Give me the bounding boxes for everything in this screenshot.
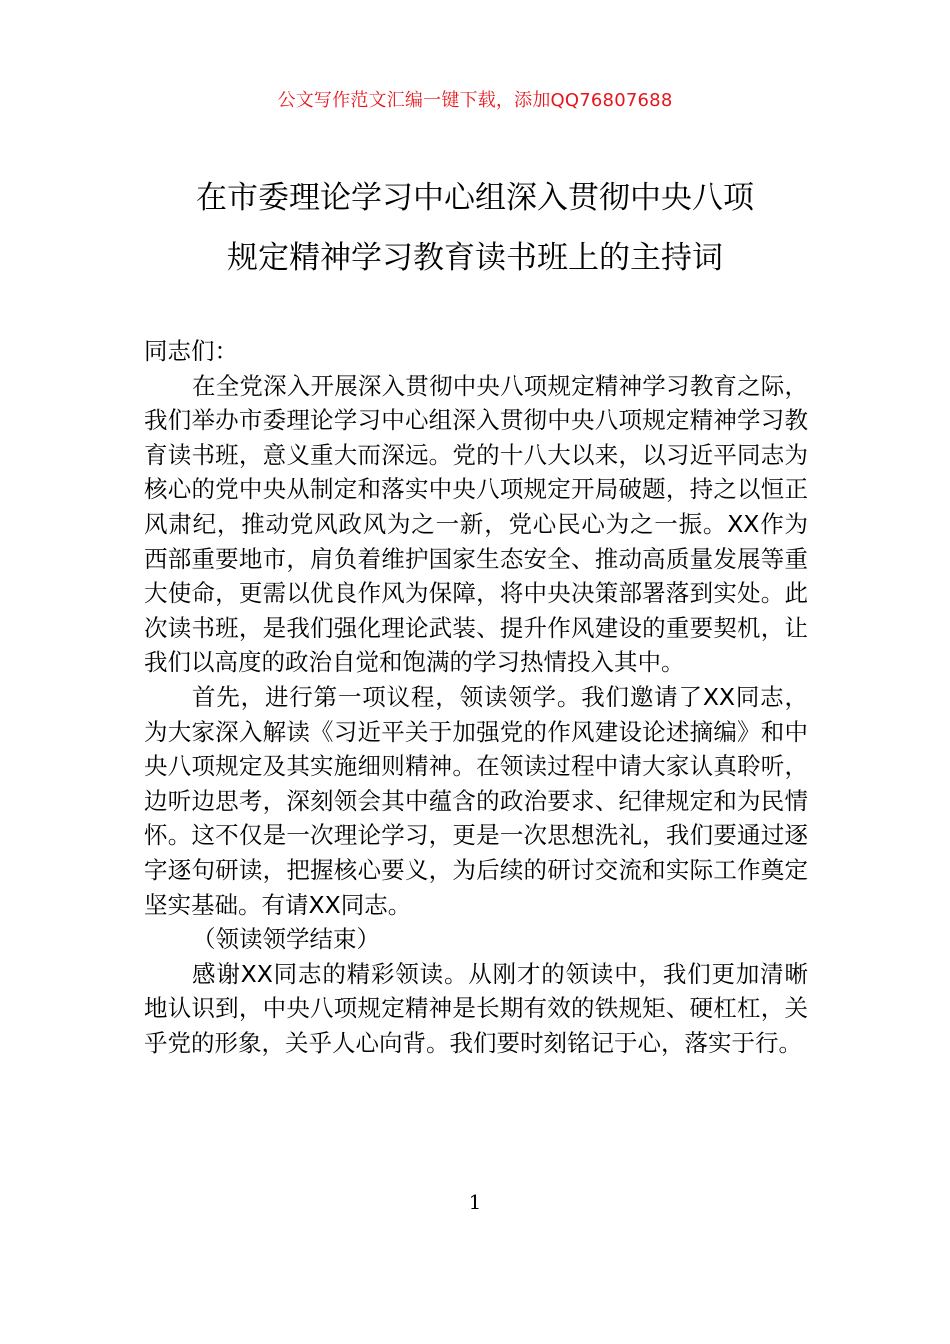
title-line-1: 在市委理论学习中心组深入贯彻中央八项	[196, 180, 754, 216]
salutation: 同志们：	[144, 337, 238, 365]
download-notice: 公文写作范文汇编一键下载，添加QQ76807688	[277, 90, 673, 111]
document-body	[144, 334, 808, 1060]
paragraph-session-note: （领读领学结束）	[192, 925, 380, 954]
page-number: 1	[468, 1190, 482, 1214]
paragraph-agenda-one: 首先，进行第一项议程，领读领学。我们邀请了XX同志，为大家深入解读《习近平关于加强党的作风建设论述摘编》和中央八项规定及其实施细则精神。在领读过程中请大家认真聆听，边听边思考，深刻领会其中蕴含的政治要求、纪律规定和为民情怀。这不仅是一次理论学习，更是一次思想洗礼，我们要通过逐字逐句研读，把握核心要义，为后续的研讨交流和实际工作奠定坚实基础。有请XX同志。	[144, 682, 808, 919]
document-title	[120, 168, 830, 288]
paragraph-opening: 在全党深入开展深入贯彻中央八项规定精神学习教育之际，我们举办市委理论学习中心组深入贯彻中央八项规定精神学习教育读书班，意义重大而深远。党的十八大以来，以习近平同志为核心的党中央从制定和落实中央八项规定开局破题，持之以恒正风肃纪，推动党风政风为之一新，党心民心为之一振。XX作为西部重要地市，肩负着维护国家生态安全、推动高质量发展等重大使命，更需以优良作风为保障，将中央决策部署落到实处。此次读书班，是我们强化理论武装、提升作风建设的重要契机，让我们以高度的政治自觉和饱满的学习热情投入其中。	[144, 371, 808, 677]
paragraph-thanks: 感谢XX同志的精彩领读。从刚才的领读中，我们更加清晰地认识到，中央八项规定精神是长期有效的铁规矩、硬杠杠，关乎党的形象，关乎人心向背。我们要时刻铭记于心，落实于行。	[144, 959, 808, 1057]
title-line-2: 规定精神学习教育读书班上的主持词	[227, 240, 723, 276]
